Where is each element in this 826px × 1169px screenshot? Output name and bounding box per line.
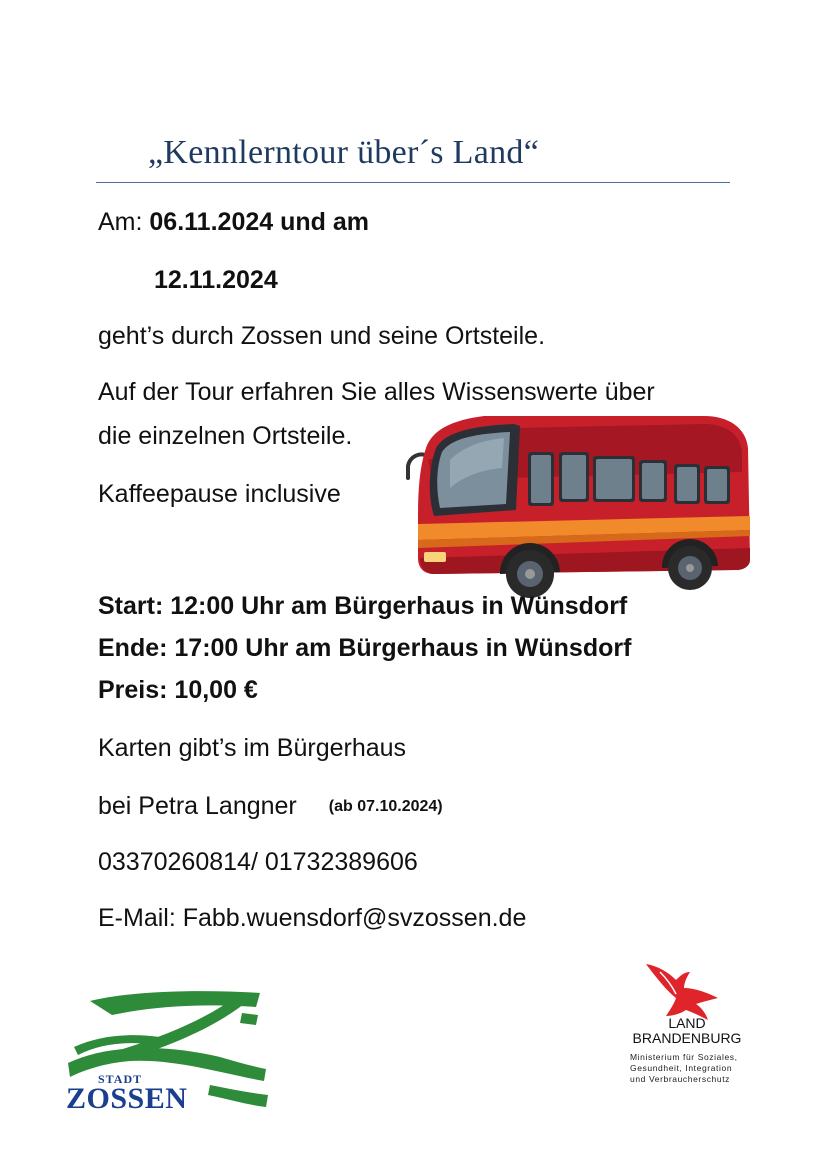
body-line-1: geht’s durch Zossen und seine Ortsteile. [98,322,546,350]
contact-from-date: (ab 07.10.2024) [328,798,443,815]
phone-numbers: 03370260814/ 01732389606 [98,848,418,876]
tickets-line: Karten gibt’s im Bürgerhaus [98,734,407,762]
ministry-line-3: und Verbraucherschutz [630,1074,731,1084]
body-line-4: Kaffeepause inclusive [98,480,341,508]
title-divider [96,182,730,183]
email-line[interactable]: E-Mail: Fabb.wuensdorf@svzossen.de [98,904,527,932]
ministry-text [630,1052,738,1085]
ministry-line-2: Gesundheit, Integration [630,1063,733,1073]
brandenburg-logo-text [632,1016,742,1046]
contact-line [98,792,443,821]
end-time: Ende: 17:00 Uhr am Bürgerhaus in Wünsdorf [98,634,632,662]
brandenburg-name: BRANDENBURG [632,1030,742,1046]
brandenburg-land: LAND [668,1015,706,1031]
body-line-2: Auf der Tour erfahren Sie alles Wissenswerte über [98,378,655,406]
date-prefix: Am: [98,208,150,236]
date-first: 06.11.2024 und am [149,208,369,236]
body-line-3: die einzelnen Ortsteile. [98,422,353,450]
start-time: Start: 12:00 Uhr am Bürgerhaus in Wünsdorf [98,592,628,620]
ministry-line-1: Ministerium für Soziales, [630,1052,738,1062]
date-second: 12.11.2024 [154,266,278,294]
bus-illustration [404,408,754,604]
zossen-logo-small-text: STADT [98,1072,143,1086]
date-line-1 [98,208,369,237]
zossen-logo-text: ZOSSEN [66,1082,188,1115]
price: Preis: 10,00 € [98,676,258,704]
contact-name: bei Petra Langner [98,792,297,820]
page-title: „Kennlerntour über´s Land“ [148,134,540,171]
